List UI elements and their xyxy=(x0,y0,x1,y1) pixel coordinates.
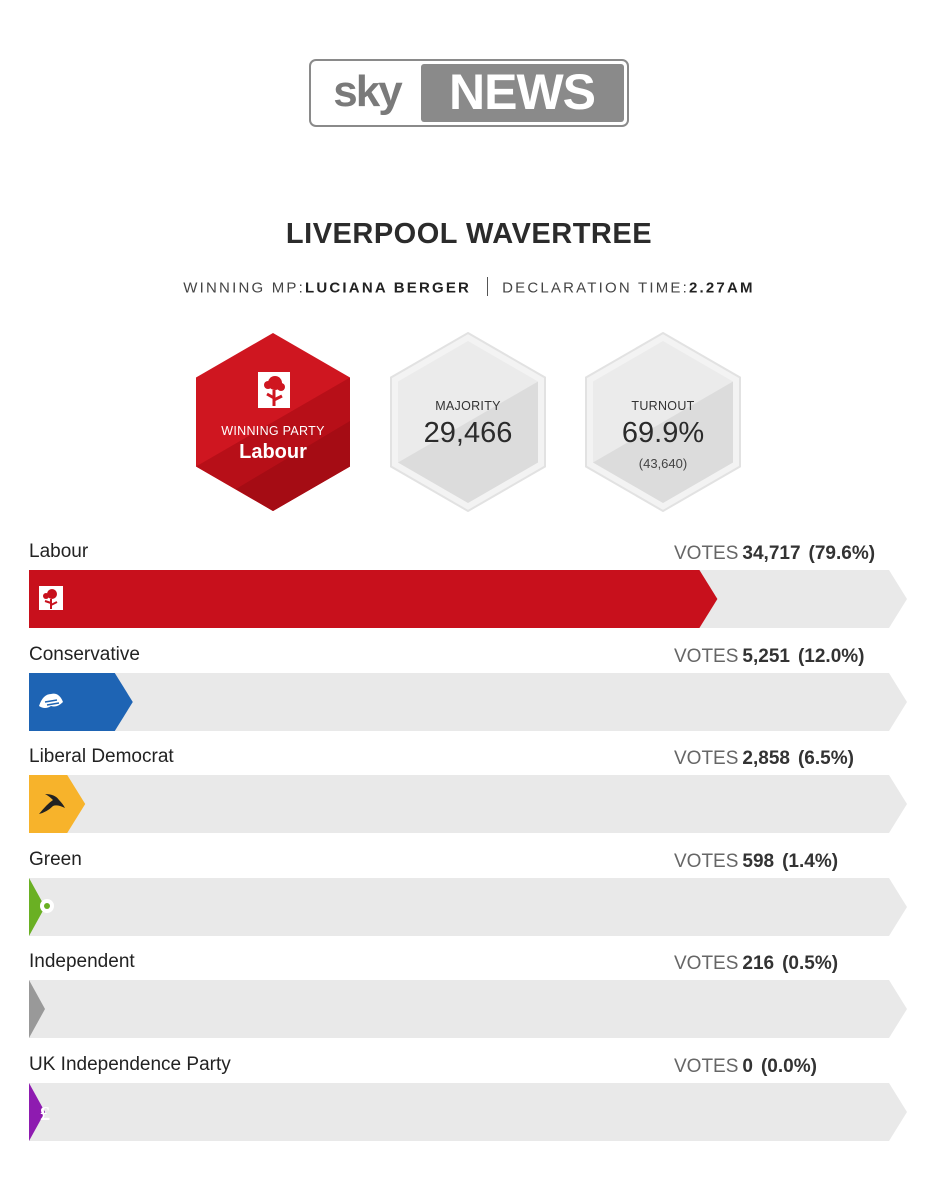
vote-bar xyxy=(29,979,909,1039)
logo-news-text: NEWS xyxy=(449,64,595,120)
vote-bar xyxy=(29,877,909,937)
votes-percentage: (79.6%) xyxy=(808,543,876,564)
vote-count xyxy=(674,543,875,565)
winning-party-label: WINNING PARTY xyxy=(221,424,325,438)
votes-number: 34,717 xyxy=(742,543,801,564)
bar-track xyxy=(29,1083,907,1141)
bar-track xyxy=(29,980,907,1038)
result-meta xyxy=(0,279,938,298)
winning-mp-value: LUCIANA BERGER xyxy=(305,279,472,297)
vote-count xyxy=(674,1056,817,1078)
labour-rose-icon xyxy=(39,586,63,610)
votes-label: VOTES xyxy=(674,543,739,564)
votes-number: 5,251 xyxy=(742,646,790,667)
votes-percentage: (12.0%) xyxy=(797,646,865,667)
votes-label: VOTES xyxy=(674,851,739,872)
declaration-time-label: DECLARATION TIME: xyxy=(502,279,689,297)
vote-count xyxy=(674,953,838,975)
votes-number: 216 xyxy=(742,953,775,974)
winning-party-value: Labour xyxy=(239,441,307,463)
votes-percentage: (0.0%) xyxy=(760,1056,817,1077)
votes-number: 0 xyxy=(742,1056,753,1077)
party-name: UK Independence Party xyxy=(29,1054,231,1075)
constituency-title: LIVERPOOL WAVERTREE xyxy=(285,218,653,250)
votes-percentage: (6.5%) xyxy=(797,748,854,769)
vote-count xyxy=(674,748,854,770)
meta-divider xyxy=(487,277,488,296)
votes-label: VOTES xyxy=(674,1056,739,1077)
ukip-pound-icon xyxy=(40,1103,50,1125)
result-row-green xyxy=(29,849,909,949)
logo-sky-text: sky xyxy=(333,67,401,116)
turnout-value: 69.9% xyxy=(621,417,705,449)
green-flower-icon xyxy=(40,899,54,913)
votes-label: VOTES xyxy=(674,953,739,974)
bar-fill xyxy=(29,570,717,628)
svg-text:£: £ xyxy=(40,1103,50,1125)
majority-label: MAJORITY xyxy=(435,399,501,413)
turnout-hexagon xyxy=(584,331,742,513)
bar-track xyxy=(29,673,907,731)
labour-rose-icon xyxy=(258,372,290,408)
party-name: Labour xyxy=(29,541,89,562)
result-row-ukip xyxy=(29,1054,909,1154)
vote-count xyxy=(674,851,838,873)
votes-number: 598 xyxy=(742,851,775,872)
turnout-label: TURNOUT xyxy=(631,399,695,413)
vote-bar xyxy=(29,569,909,629)
votes-label: VOTES xyxy=(674,646,739,667)
result-row-independent xyxy=(29,951,909,1051)
bar-track xyxy=(29,775,907,833)
vote-bar xyxy=(29,672,909,732)
bar-track xyxy=(29,878,907,936)
result-row-libdem xyxy=(29,746,909,846)
vote-bar xyxy=(29,774,909,834)
declaration-time-value: 2.27AM xyxy=(688,279,755,297)
votes-label: VOTES xyxy=(674,748,739,769)
party-name: Liberal Democrat xyxy=(29,746,174,767)
party-name: Independent xyxy=(29,951,135,972)
majority-hexagon xyxy=(389,331,547,513)
majority-value: 29,466 xyxy=(423,417,513,449)
turnout-votes: (43,640) xyxy=(638,456,688,471)
result-row-conservative xyxy=(29,644,909,744)
winning-party-hexagon xyxy=(194,331,352,513)
party-name: Conservative xyxy=(29,644,140,665)
result-row-labour xyxy=(29,541,909,641)
votes-percentage: (0.5%) xyxy=(782,953,839,974)
winning-mp-label: WINNING MP: xyxy=(183,279,305,297)
votes-percentage: (1.4%) xyxy=(782,851,839,872)
vote-bar xyxy=(29,1082,909,1142)
sky-news-logo xyxy=(309,59,629,127)
vote-count xyxy=(674,646,864,668)
party-name: Green xyxy=(29,849,82,870)
votes-number: 2,858 xyxy=(742,748,790,769)
